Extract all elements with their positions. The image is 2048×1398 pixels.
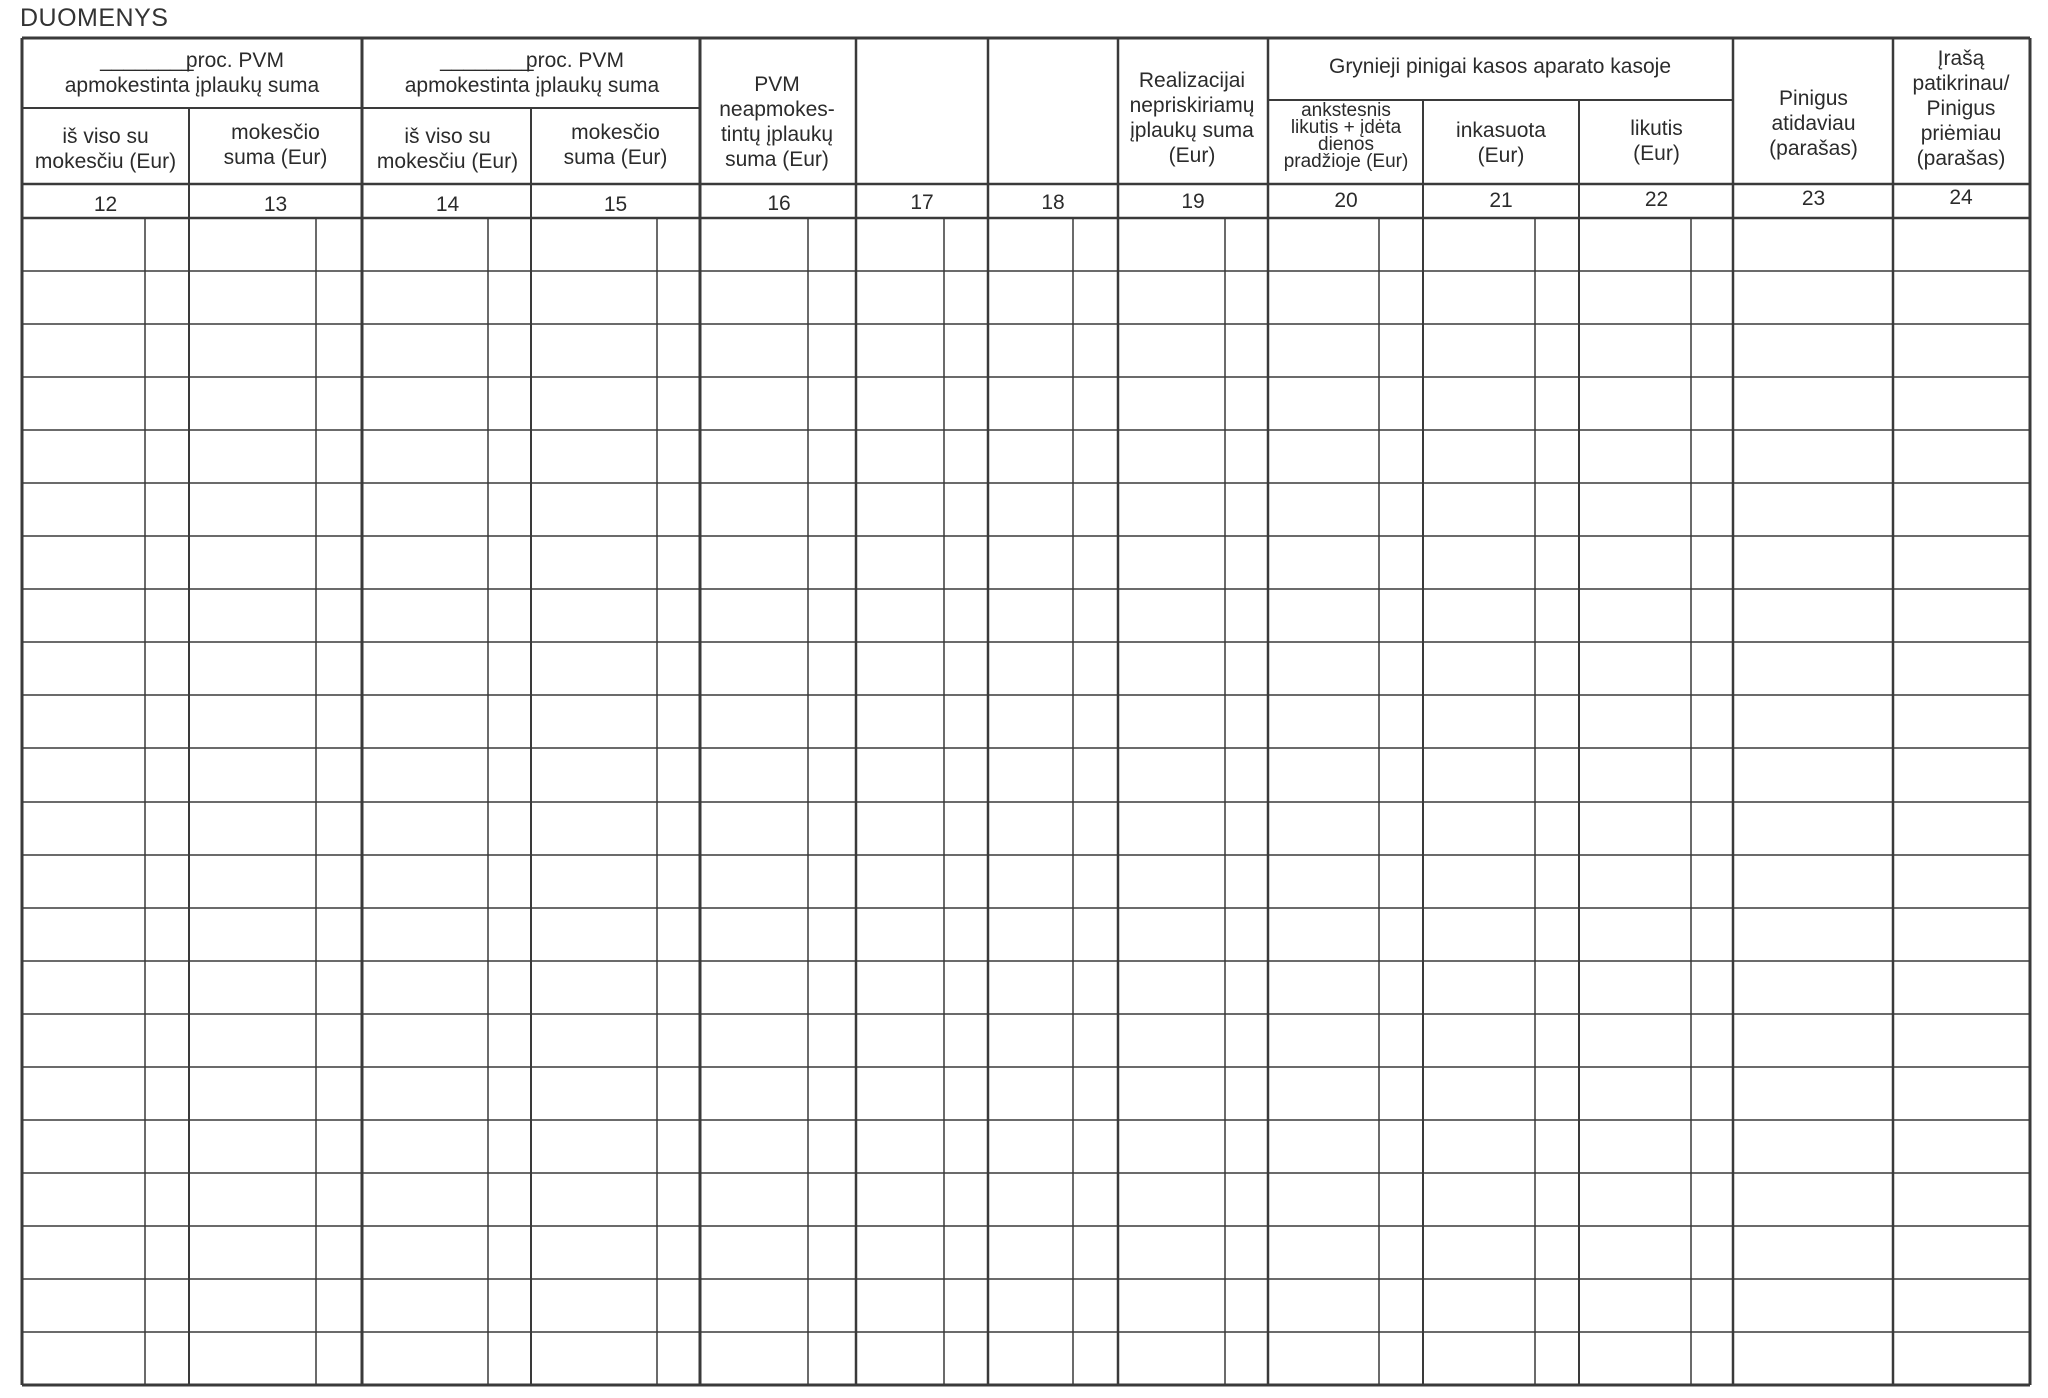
cash-group-header: Grynieji pinigai kasos aparato kasoje [1328, 55, 1672, 78]
group-b-line2: apmokestinta įplaukų suma [404, 74, 660, 97]
col-24-line: patikrinau/ [1912, 72, 2010, 95]
col-23-line: atidaviau [1771, 112, 1856, 135]
col-14-header [364, 124, 531, 174]
col-number-18: 18 [1041, 191, 1065, 214]
col-number-15: 15 [603, 193, 628, 216]
col-14-line: iš viso su [404, 125, 491, 148]
group-b-line1: proc. PVM [525, 49, 624, 72]
col-12-line: mokesčiu (Eur) [34, 150, 177, 173]
col-number-23: 23 [1801, 187, 1826, 210]
col-20-line: ankstesnis [1301, 100, 1391, 121]
col-19-line: įplaukų suma [1130, 119, 1254, 142]
col-14-line: mokesčiu (Eur) [376, 150, 519, 173]
group-a-header [22, 48, 362, 98]
col-24-line: priėmiau [1920, 122, 2002, 145]
col-23-line: Pinigus [1779, 87, 1848, 110]
col-number-14: 14 [435, 193, 460, 216]
col-19-line: Realizacijai [1138, 69, 1246, 92]
col-number-16: 16 [767, 192, 791, 215]
col-16-line: PVM [754, 73, 800, 96]
col-16-line: neapmokes- [719, 98, 835, 121]
col-12-line: iš viso su [62, 125, 149, 148]
col-23-header [1735, 86, 1892, 161]
group-b-blank: ________ [440, 49, 534, 72]
col-24-line: Pinigus [1926, 97, 1996, 120]
col-number-17: 17 [910, 191, 934, 214]
col-15-line: mokesčio [571, 121, 660, 144]
col-20-line: pradžioje (Eur) [1283, 151, 1409, 172]
col-16-line: suma (Eur) [725, 148, 829, 171]
col-21-line: inkasuota [1456, 119, 1546, 142]
col-16-line: tintų įplaukų [720, 123, 834, 146]
col-13-line: mokesčio [231, 121, 320, 144]
col-23-line: (parašas) [1769, 137, 1858, 160]
col-number-24: 24 [1949, 186, 1973, 209]
col-19-line: nepriskiriamų [1129, 94, 1255, 117]
col-20-line: dienos [1318, 134, 1374, 155]
col-number-12: 12 [93, 193, 118, 216]
col-22-line: likutis [1630, 117, 1683, 140]
col-number-21: 21 [1489, 189, 1513, 212]
col-15-header [531, 120, 700, 170]
col-21-line: (Eur) [1477, 144, 1525, 167]
col-12-header [22, 124, 189, 174]
col-number-19: 19 [1181, 190, 1205, 213]
col-22-line: (Eur) [1633, 142, 1680, 165]
group-a-line2: apmokestinta įplaukų suma [64, 74, 320, 97]
col-21-header [1423, 118, 1579, 168]
col-number-13: 13 [263, 193, 288, 216]
col-number-22: 22 [1644, 188, 1669, 211]
col-19-line: (Eur) [1168, 144, 1216, 167]
col-19-header [1117, 68, 1267, 168]
col-16-header [702, 72, 852, 172]
col-22-header [1580, 116, 1733, 166]
group-a-blank: ________ [100, 49, 194, 72]
col-24-line: (parašas) [1916, 147, 2006, 170]
col-number-20: 20 [1334, 189, 1358, 212]
col-15-line: suma (Eur) [563, 146, 668, 169]
page-title: DUOMENYS [20, 4, 169, 32]
group-b-header [364, 48, 700, 98]
col-20-line: likutis + įdėta [1290, 117, 1402, 138]
col-24-line: Įrašą [1937, 47, 1985, 70]
group-a-line1: proc. PVM [185, 49, 284, 72]
col-20-header [1269, 102, 1423, 170]
col-13-line: suma (Eur) [223, 146, 328, 169]
col-13-header [189, 120, 362, 170]
col-24-header [1894, 46, 2028, 171]
